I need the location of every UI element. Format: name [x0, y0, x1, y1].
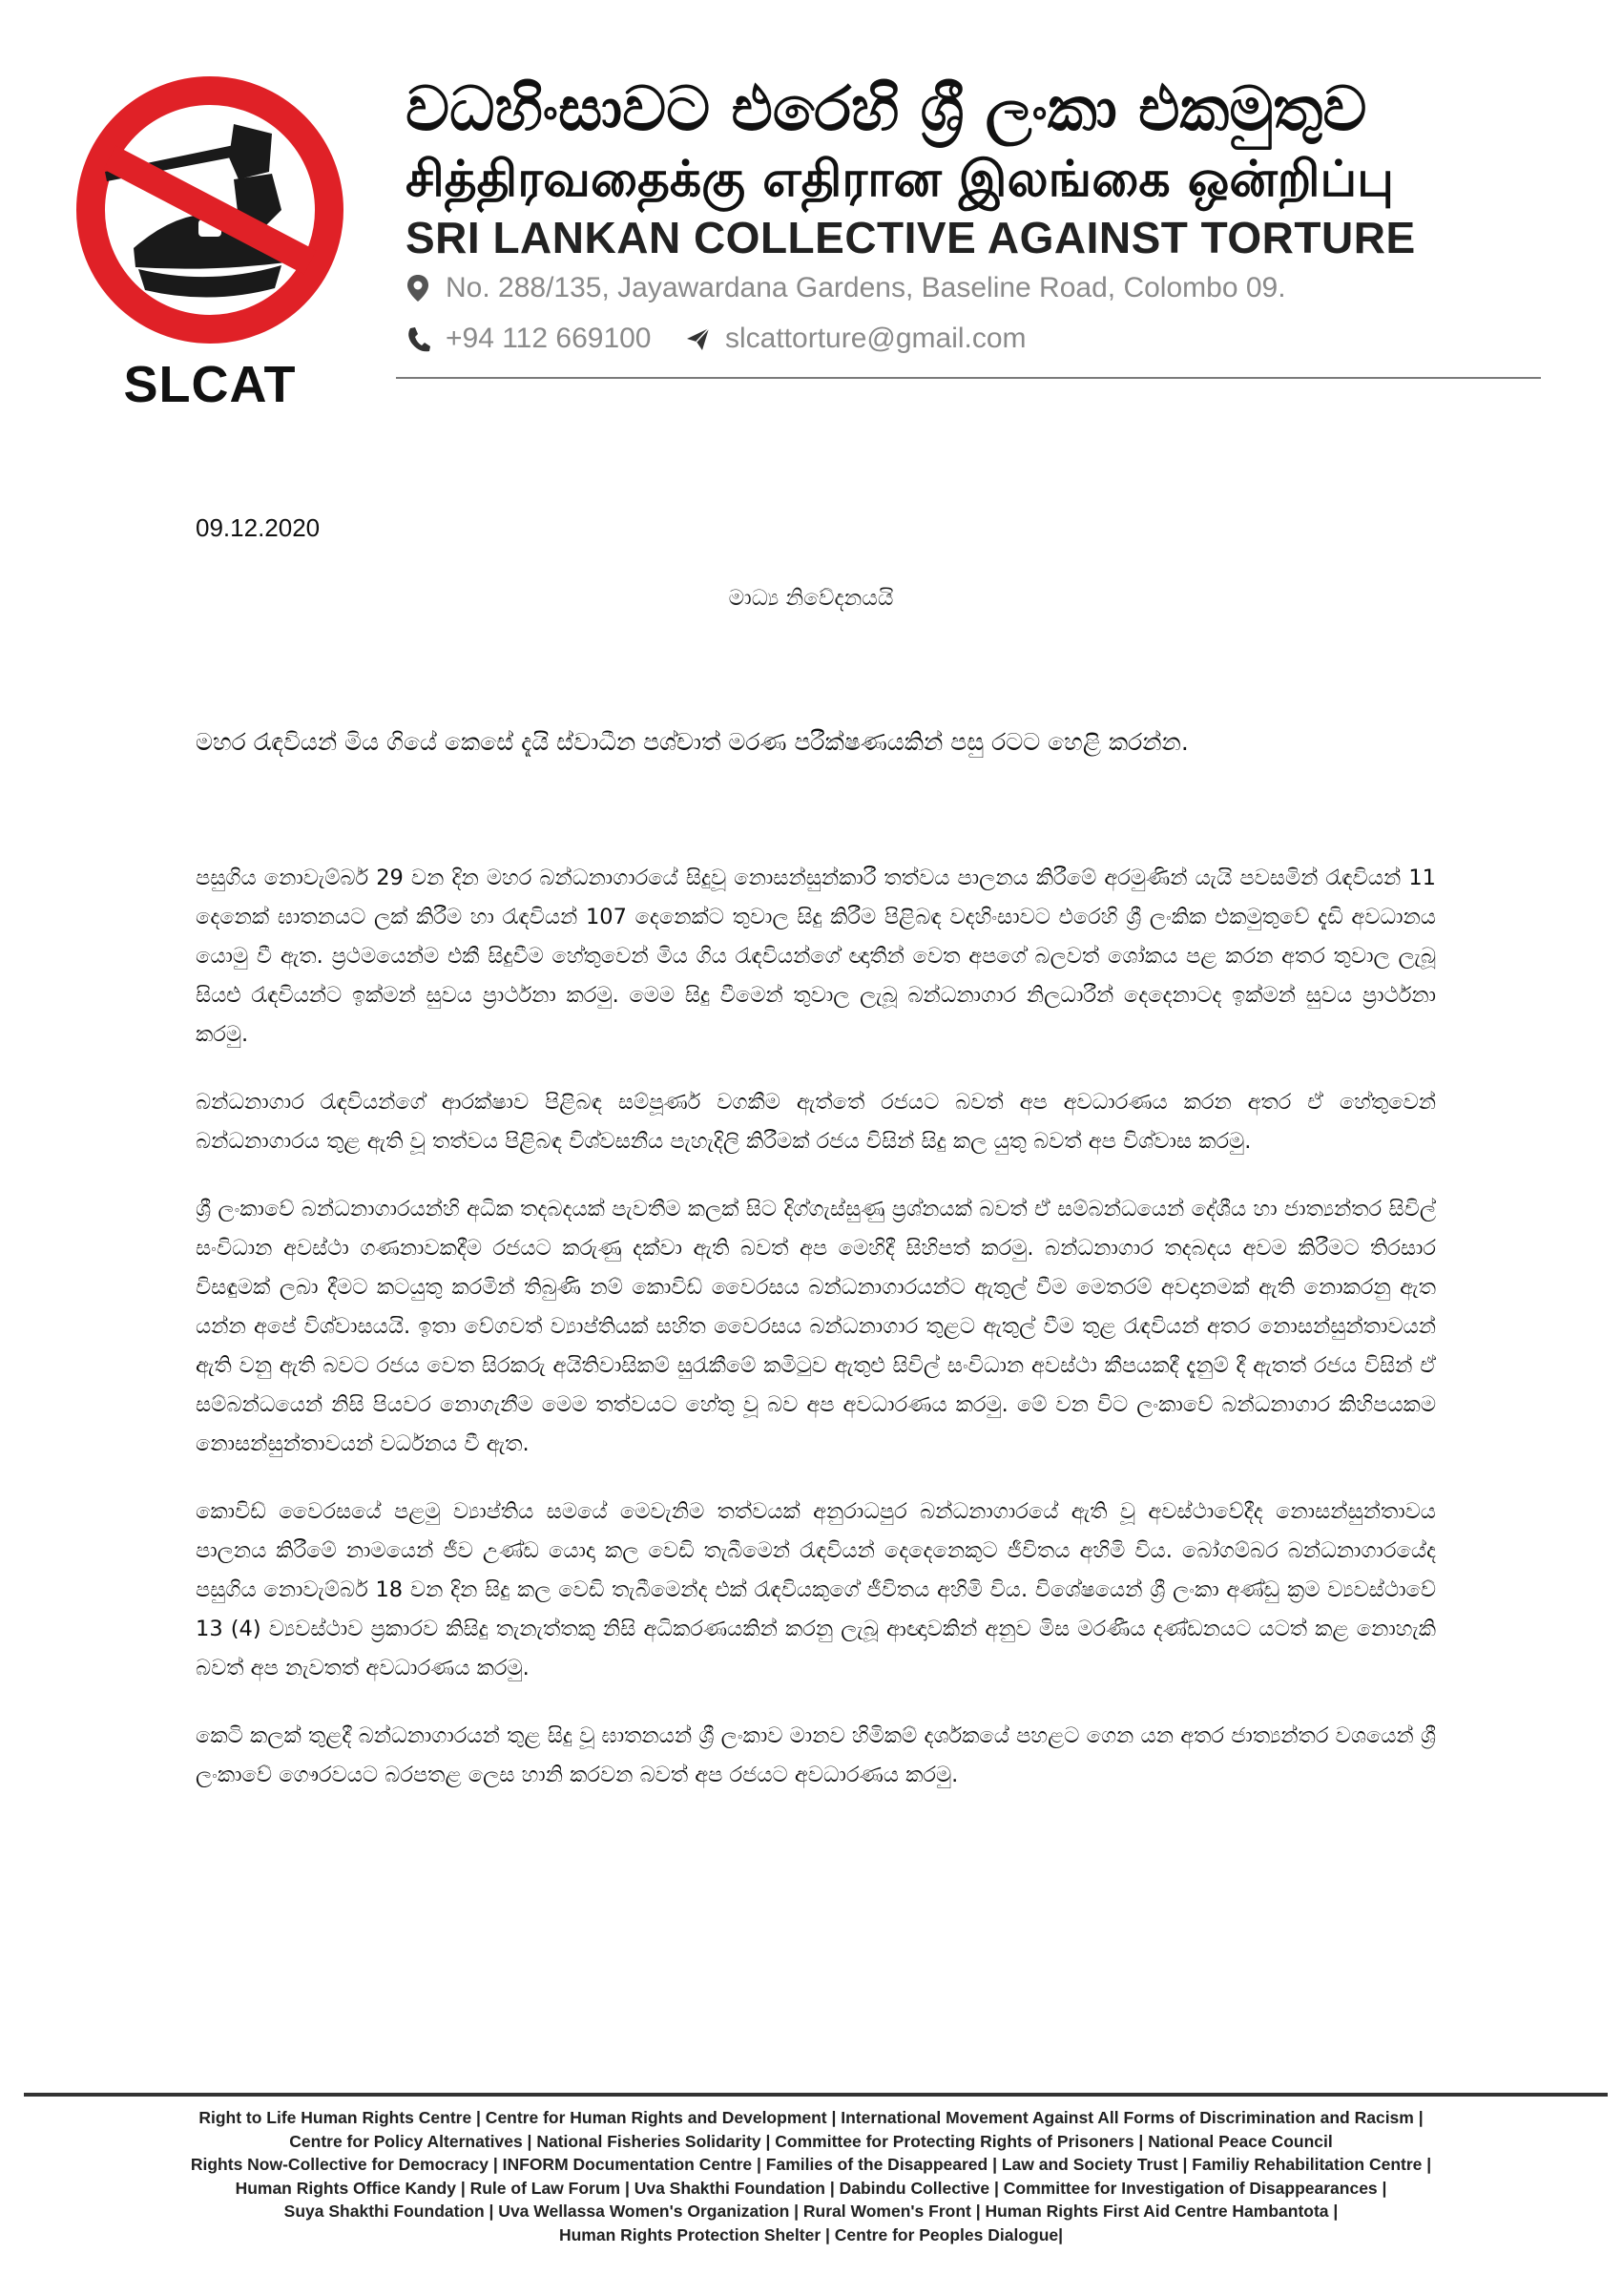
body-paragraph: පසුගිය නොවැම්බර් 29 වන දින මහර බන්ධනාගාරයේ සිදුවූ නොසන්සුන්කාරී තත්වය පාලනය කිරීමේ අරමුණින් යැයි පවසමින් රැඳවියන් 11 දෙනෙක් ඝාතනයට ලක් කිරීම හා රැඳවියන් 107 දෙනෙක්ට තුවාල සිදු කිරීම පිළිබඳ වදහිංසාවට එරෙහි ශ්‍රී ලංකික එකමුතුවේ දැඩි අවධානය යොමු වී ඇත. ප්‍රථමයෙන්ම එකී සිදුවීම හේතුවෙන් මිය ගිය රැඳවියන්ගේ ඥාතීන් වෙත අපගේ බලවත් ශෝකය පළ කරන අතර තුවාල ලැබූ සියළු රැඳවියන්ට ඉක්මන් සුවය ප්‍රාර්ථනා කරමු. මෙම සිදු වීමෙන් තුවාල ලැබූ බන්ධනාගාර නිලධාරීන් දෙදෙනාටද ඉක්මන් සුවය ප්‍රාර්ථනා කරමු. [196, 866, 1436, 1047]
footer-line: Suya Shakthi Foundation | Uva Wellassa Women's Organization | Rural Women's Front | Human Rights First Aid Centre Hambantota | [283, 2202, 1339, 2221]
paper-plane-icon [685, 324, 710, 353]
footer-line: Right to Life Human Rights Centre | Centre for Human Rights and Development | International Movement Against All Forms of Discrimination and Racism | [198, 2108, 1424, 2127]
phone-line [406, 323, 652, 355]
press-release-headline: මහර රැඳවියන් මිය ගියේ කෙසේ දැයි ස්වාධීන පශ්චාත් මරණ පරීක්ෂණයකින් පසු රටට හෙළි කරන්න. [196, 728, 1189, 756]
body-paragraph: කොවිඩ් වෛරසයේ පළමු ව්‍යාප්තිය සමයේ මෙවැනිම තත්වයක් අනුරාධපුර බන්ධනාගාරයේ ඇති වූ අවස්ථාවේදීද නොසන්සුන්තාවය පාලනය කිරීමේ නාමයෙන් ජීව උණ්ඩ යොදා කල වෙඩි තැබීමෙන් රැඳවියන් දෙදෙනෙකුට ජීවිතය අහිමි විය. බෝගම්බර බන්ධනාගාරයේද පසුගිය නොවැම්බර් 18 වන දින සිදු කල වෙඩි තැබීමෙන්ද එක් රැඳවියකුගේ ජීවිතය අහිමි විය. විශේෂයෙන් ශ්‍රී ලංකා අණ්ඩු ක්‍රම ව්‍යවස්ථාවේ 13 (4) ව්‍යවස්ථාව ප්‍රකාරව කිසිදු තැනැත්තකු නිසි අධිකරණයකින් කරනු ලැබූ ආඥාවකින් අනුව මිස මරණීය දණ්ඩනයට යටත් කළ නොහැකි බවත් අප නැවතත් අවධාරණය කරමු. [196, 1499, 1436, 1680]
location-pin-icon [406, 274, 430, 303]
body-paragraph: ශ්‍රී ලංකාවේ බන්ධනාගාරයන්හි අධික තදබදයක් පැවතීම කලක් සිට දිග්ගැස්සුණු ප්‍රශ්නයක් බවත් ඒ සම්බන්ධයෙන් දේශීය හා ජාත්‍යන්තර සිවිල් සංවිධාන අවස්ථා ගණනාවකදීම රජයට කරුණු දක්වා ඇති බවත් අප මෙහිදී සිහිපත් කරමු. බන්ධනාගාර තදබදය අවම කිරීමට තිරසාර විසඳුමක් ලබා දීමට කටයුතු කරමින් තිබුණි නම් කොවිඩ් වෛරසය බන්ධනාගාරයන්ට ඇතුල් වීම මෙතරම් අවදානමක් ඇති නොකරනු ඇත යන්න අපේ විශ්වාසයයි. ඉතා වේගවත් ව්‍යාප්තියක් සහිත වෛරසය බන්ධනාගාර තුළට ඇතුල් වීම තුළ රැඳවියන් අතර නොසන්සුන්තාවයන් ඇති වනු ඇති බවට රජය වෙත සිරකරු අයිතිවාසිකම් සුරැකීමේ කමිටුව ඇතුළු සිවිල් සංවිධාන අවස්ථා කීපයකදී දැනුම් දී ඇතත් රජය විසින් ඒ සම්බන්ධයෙන් නිසි පියවර නොගැනීම මෙම තත්වයට හේතු වූ බව අප අවධාරණය කරමු. මේ වන විට ලංකාවේ බන්ධනාගාර කිහිපයකම නොසන්සුන්තාවයන් වර්ධනය වී ඇත. [196, 1197, 1436, 1456]
phone-number[interactable]: +94 112 669100 [446, 323, 652, 354]
document-date: 09.12.2020 [196, 513, 321, 542]
phone-icon [406, 324, 430, 353]
footer-line: Rights Now-Collective for Democracy | INFORM Documentation Centre | Families of the Disappeared | Law and Society Trust | Familiy Rehabilitation Centre | [190, 2155, 1432, 2174]
address-text: No. 288/135, Jayawardana Gardens, Baseline Road, Colombo 09. [446, 272, 1286, 303]
document-subject: මාධ්‍ය නිවේදනයයි [728, 586, 894, 611]
body-text [196, 859, 1436, 1824]
org-name-sinhala: වධහිංසාවට එරෙහි ශ්‍රී ලංකා එකමුතුව [406, 74, 1367, 145]
header-divider [396, 377, 1541, 379]
email-line [685, 323, 1027, 355]
org-name-tamil: சித்திரவதைக்கு எதிரான இலங்கை ஒன்றிப்பு [406, 151, 1394, 208]
footer-line: Human Rights Protection Shelter | Centre for Peoples Dialogue| [558, 2224, 1064, 2244]
footer-line: Centre for Policy Alternatives | National Fisheries Solidarity | Committee for Protecting Rights of Prisoners | National Peace Council [289, 2131, 1333, 2151]
address-line [406, 272, 1286, 304]
org-name-english: SRI LANKAN COLLECTIVE AGAINST TORTURE [406, 213, 1416, 262]
member-organizations [38, 2106, 1584, 2246]
body-paragraph: කෙටි කලක් තුළදී බන්ධනාගාරයන් තුළ සිදු වූ ඝාතනයන් ශ්‍රී ලංකාව මානව හිමිකම් දර්ශකයේ පහළට ගෙන යන අතර ජාත්‍යන්තර වශයෙන් ශ්‍රී ලංකාවේ ගෞරවයට බරපතළ ලෙස හානි කරවන බවත් අප රජයට අවධාරණය කරමු. [196, 1723, 1436, 1787]
email-address[interactable]: slcattorture@gmail.com [725, 323, 1027, 354]
footer-line: Human Rights Office Kandy | Rule of Law Forum | Uva Shakthi Foundation | Dabindu Collective | Committee for Investigation of Disappearances | [235, 2178, 1387, 2198]
body-paragraph: බන්ධනාගාර රැඳවියන්ගේ ආරක්ෂාව පිළිබඳ සම්පූර්ණ වගකීම ඇත්තේ රජයට බවත් අප අවධාරණය කරන අතර ඒ හේතුවෙන් බන්ධනාගාරය තුළ ඇති වූ තත්වය පිළිබඳ විශ්වසනීය පැහැදිලි කිරීමක් රජය විසින් සිදු කල යුතු බවත් අප විශ්වාස කරමු. [196, 1090, 1436, 1154]
footer-divider [24, 2093, 1608, 2097]
logo-caption: SLCAT [123, 356, 297, 413]
